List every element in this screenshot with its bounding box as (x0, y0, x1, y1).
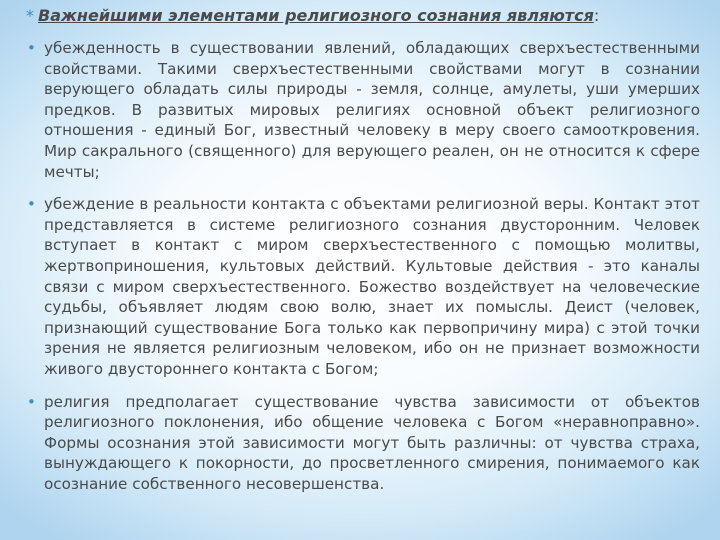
slide-heading (26, 5, 706, 27)
heading-emphasis: Важнейшими элементами религиозного сознания являются (38, 6, 594, 25)
bullet-dot-icon: • (27, 195, 36, 214)
bullet-text: религия предполагает существование чувства зависимости от объектов религиозного поклонения, ибо общение человека с Богом «неравноправно». Формы осознания этой зависимости могут быть различны: от чувства страха, вынуждающего к покорности, до просветленного смирения, понимаемого как осознание собственного несовершенства. (44, 392, 700, 493)
bullet-item (22, 38, 700, 182)
heading-suffix: : (593, 6, 600, 25)
bullet-text: убежденность в существовании явлений, обладающих сверхъестественными свойствами. Такими сверхъестественными свойствами могут в сознании верующего обладать силы природы - земля, солнце, амулеты, уши умерших предков. В развитых мировых религиях основной объект религиозного отношения - единый Бог, известный человеку в меру своего самооткровения. Мир сакрального (священного) для верующего реален, он не относится к сфере мечты; (44, 39, 700, 181)
bullet-dot-icon: • (27, 392, 36, 411)
bullet-item (22, 194, 700, 379)
bullet-dot-icon: • (27, 39, 36, 57)
bullet-text: убеждение в реальности контакта с объектами религиозной веры. Контакт этот представляется в системе религиозного сознания двусторонним. Человек вступает в контакт с миром сверхъестественного с помощью молитвы, жертвоприношения, культовых действий. Культовые действия - это каналы связи с миром сверхъестественного. Божество воздействует на человеческие судьбы, объявляет людям свою волю, знает их помыслы. Деист (человек, признающий существование Бога только как первопричину мира) с этой точки зрения не является религиозным человеком, ибо он не признает возможности живого двустороннего контакта с Богом; (44, 195, 700, 378)
bullet-list (22, 38, 700, 506)
bullet-item (22, 392, 700, 495)
heading-marker: * (26, 6, 34, 25)
